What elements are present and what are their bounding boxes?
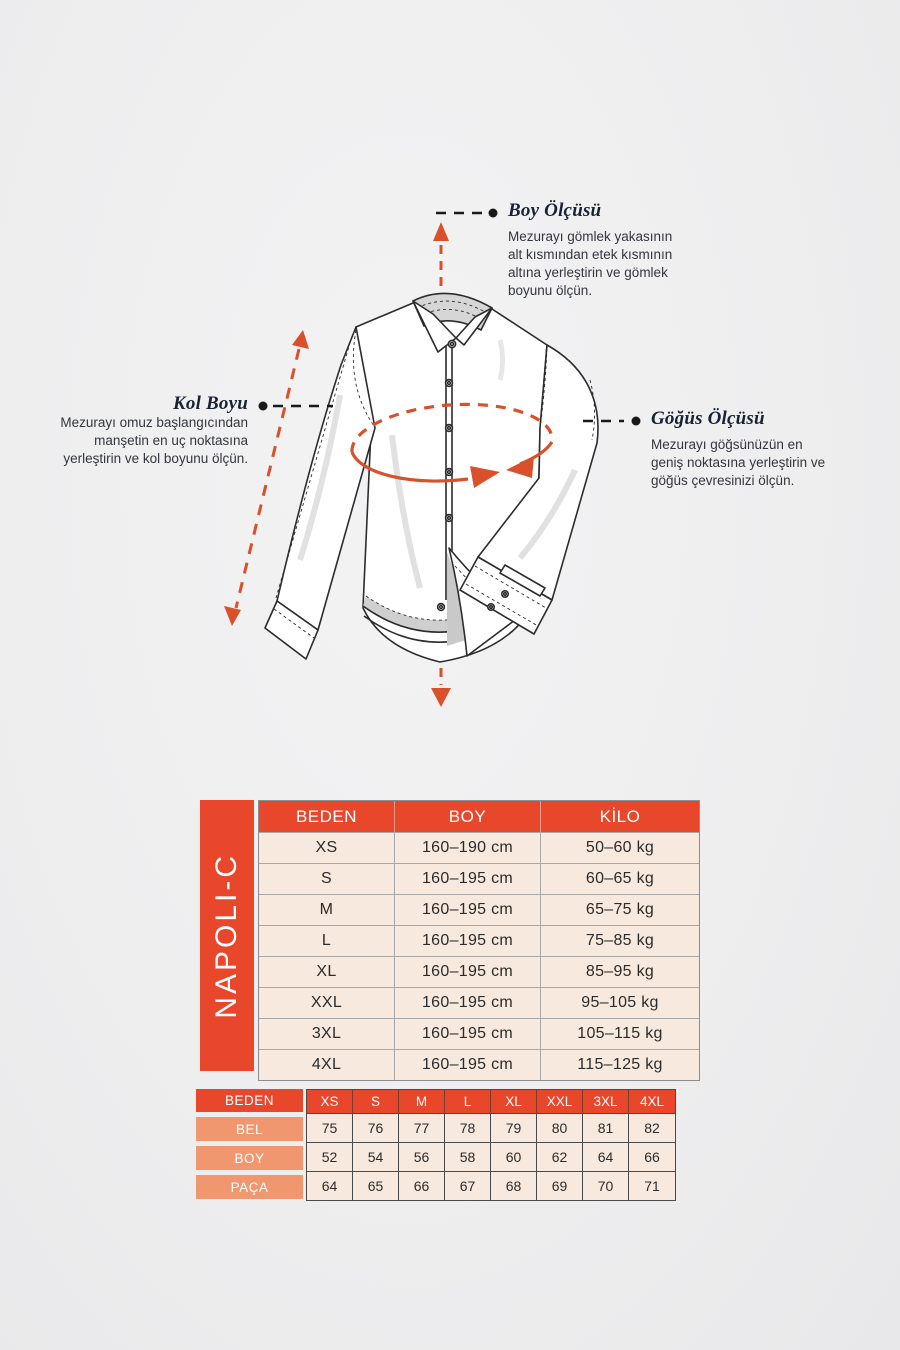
measurement-size-header-cell: M: [399, 1090, 445, 1113]
measurement-size-header-cell: L: [445, 1090, 491, 1113]
size-table-row: [259, 1049, 699, 1080]
size-table-row: [259, 863, 699, 894]
measurement-table-cell: 67: [445, 1171, 491, 1200]
size-table-cell: 75–85 kg: [541, 925, 699, 956]
measurement-table-cell: 80: [537, 1113, 583, 1142]
size-table-cell: 3XL: [259, 1018, 395, 1049]
kol-boyu-description: Mezurayı omuz başlangıcından manşetin en uç noktasına yerleştirin ve kol boyunu ölçün.: [60, 415, 248, 467]
size-table-cell: 160–190 cm: [395, 832, 541, 863]
measurement-size-header-cell: XXL: [537, 1090, 583, 1113]
size-table-row: [259, 956, 699, 987]
size-table-header-kilo: KİLO: [599, 806, 641, 826]
measurement-table-cell: 56: [399, 1142, 445, 1171]
size-table-row: [259, 894, 699, 925]
measurement-size-header-cell: XL: [491, 1090, 537, 1113]
measurement-table-cell: 62: [537, 1142, 583, 1171]
size-table-cell: 115–125 kg: [541, 1049, 699, 1080]
size-table-cell: 160–195 cm: [395, 987, 541, 1018]
measurement-size-header-cell: XS: [307, 1090, 353, 1113]
size-table-header-beden: BEDEN: [259, 801, 395, 832]
size-table-cell: S: [259, 863, 395, 894]
measurement-table-cell: 52: [307, 1142, 353, 1171]
gogus-bullet: [632, 417, 641, 426]
gogus-olcusu-title: Göğüs Ölçüsü: [651, 408, 765, 429]
size-table-cell: 160–195 cm: [395, 1018, 541, 1049]
size-table-cell: 4XL: [259, 1049, 395, 1080]
size-table-row: [259, 832, 699, 863]
measurement-table-cell: 64: [307, 1171, 353, 1200]
size-table-row: [259, 1018, 699, 1049]
measurement-table-cell: 79: [491, 1113, 537, 1142]
measurement-table-cell: 60: [491, 1142, 537, 1171]
measurement-table-cell: 81: [583, 1113, 629, 1142]
size-table-header: [259, 801, 699, 832]
size-table-cell: 160–195 cm: [395, 863, 541, 894]
measurement-row-label: PAÇA: [196, 1175, 303, 1199]
measurement-table-cell: 64: [583, 1142, 629, 1171]
measurement-table-cell: 54: [353, 1142, 399, 1171]
measurement-table-cell: 75: [307, 1113, 353, 1142]
measurement-table-corner-label: BEDEN: [196, 1089, 303, 1112]
measurement-table-size-header: [307, 1090, 675, 1113]
measurement-table-cell: 76: [353, 1113, 399, 1142]
boy-olcusu-description: Mezurayı gömlek yakasının alt kısmından etek kısmının altına yerleştirin ve gömlek boyunu ölçün.: [508, 229, 673, 299]
height-arrow-top: [433, 222, 449, 286]
measurement-table-cell: 78: [445, 1113, 491, 1142]
size-table-cell: 105–115 kg: [541, 1018, 699, 1049]
size-table-cell: L: [259, 925, 395, 956]
size-table-cell: 160–195 cm: [395, 894, 541, 925]
measurement-table-row: [307, 1142, 675, 1171]
size-table-cell: 160–195 cm: [395, 1049, 541, 1080]
measurement-size-header-cell: S: [353, 1090, 399, 1113]
measurement-table-row: [307, 1171, 675, 1200]
size-table-cell: 160–195 cm: [395, 956, 541, 987]
measurement-table-cell: 68: [491, 1171, 537, 1200]
brand-bar: [200, 800, 254, 1071]
measurement-table: [306, 1089, 676, 1201]
measurement-table-cell: 65: [353, 1171, 399, 1200]
kol-bullet: [259, 402, 268, 411]
measurement-table-cell: 82: [629, 1113, 675, 1142]
brand-label: NAPOLI-C: [210, 852, 243, 1019]
measurement-table-rows: [307, 1113, 675, 1200]
size-table-row: [259, 987, 699, 1018]
measurement-size-header-cell: 4XL: [639, 1094, 665, 1109]
size-table-row: [259, 925, 699, 956]
size-table-cell: XS: [259, 832, 395, 863]
size-table-rows: [259, 832, 699, 1080]
size-table-cell: 60–65 kg: [541, 863, 699, 894]
measurement-table-cell: 69: [537, 1171, 583, 1200]
measurement-table-cell: 70: [583, 1171, 629, 1200]
size-table-cell: 85–95 kg: [541, 956, 699, 987]
measurement-table-cell: 66: [629, 1142, 675, 1171]
boy-olcusu-title: Boy Ölçüsü: [508, 200, 602, 221]
measurement-table-labels: [196, 1089, 303, 1199]
size-table: [258, 800, 700, 1081]
measurement-table-cell: 66: [399, 1171, 445, 1200]
measurement-table-cell: 58: [445, 1142, 491, 1171]
measurement-row-label: BEL: [196, 1117, 303, 1141]
size-table-header-boy: BOY: [395, 801, 541, 832]
measurement-table-cell: 71: [629, 1171, 675, 1200]
size-table-cell: 50–60 kg: [541, 832, 699, 863]
measurement-table-cell: 77: [399, 1113, 445, 1142]
size-table-cell: 65–75 kg: [541, 894, 699, 925]
gogus-olcusu-description: Mezurayı göğsünüzün en geniş noktasına yerleştirin ve göğüs çevresinizi ölçün.: [651, 437, 826, 489]
kol-boyu-title: Kol Boyu: [173, 393, 248, 414]
size-table-cell: 95–105 kg: [541, 987, 699, 1018]
size-table-cell: M: [259, 894, 395, 925]
boy-bullet: [489, 209, 498, 218]
size-table-cell: 160–195 cm: [395, 925, 541, 956]
size-table-cell: XL: [259, 956, 395, 987]
height-arrow-bottom: [431, 668, 451, 707]
measurement-size-header-cell: 3XL: [583, 1090, 629, 1113]
size-table-cell: XXL: [259, 987, 395, 1018]
measurement-table-row: [307, 1113, 675, 1142]
shirt-left-sleeve: [277, 327, 375, 630]
measurement-row-label: BOY: [196, 1146, 303, 1170]
